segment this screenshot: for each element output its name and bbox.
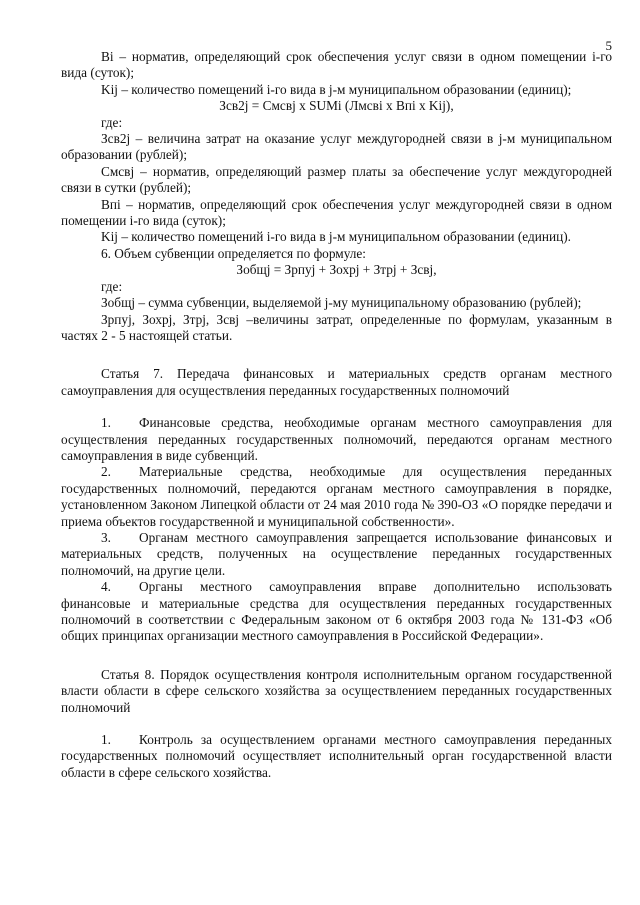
definition-vpi: Впi – норматив, определяющий срок обеспечения услуг междугородней связи в одном помещении i-го вида (суток); <box>61 196 612 229</box>
article-8-item: 1. Контроль за осуществлением органами местного самоуправления переданных государственных полномочий осуществляет исполнительный орган государственной власти области в сфере сельского хозяйства. <box>61 732 612 780</box>
article-7-item: 4. Органы местного самоуправления вправе дополнительно использовать финансовые и материальные средства для осуществления переданных государственных полномочий в соответствии с Федеральным законом от 6 октября 2003 года № 131-ФЗ «Об общих принципах организации местного самоуправления в Российской Федерации». <box>61 579 612 644</box>
article-7-items <box>61 415 612 645</box>
article-7-item: 3. Органам местного самоуправления запрещается использование финансовых и материальных средств, полученных на осуществление переданных государственных полномочий, на другие цели. <box>61 529 612 578</box>
item-6: 6. Объем субвенции определяется по формуле: <box>101 245 366 261</box>
formula-zsv2j: Зсв2j = Смсвj x SUMi (Лмсвi x Впi x Kij), <box>219 98 454 114</box>
article-8-items <box>61 732 612 781</box>
article-7-item: 1. Финансовые средства, необходимые органам местного самоуправления для осуществления переданных государственных полномочий, передаются органам местного самоуправления в виде субвенций. <box>61 415 612 463</box>
article-7-heading: Статья 7. Передача финансовых и материальных средств органам местного самоуправления для осуществления переданных государственных полномочий <box>61 366 612 398</box>
article-7-item: 2. Материальные средства, необходимые для осуществления переданных государственных полномочий, передаются органам местного самоуправления в порядке, установленном Законом Липецкой области от 24 мая 2010 года № 390-ОЗ «О порядке передачи и приема объектов государственной и муниципальной собственности». <box>61 464 612 529</box>
definition-zsv2j: Зсв2j – величина затрат на оказание услуг междугородней связи в j-м муниципальном образовании (рублей); <box>61 131 612 163</box>
where-label: где: <box>101 114 123 130</box>
definition-kij-2: Kij – количество помещений i-го вида в j-м муниципальном образовании (единиц). <box>101 229 572 245</box>
article-8-heading: Статья 8. Порядок осуществления контроля исполнительным органом государственной власти области в сфере сельского хозяйства за осуществлением переданных государственных полномочий <box>61 666 612 715</box>
definition-smsvj: Смсвj – норматив, определяющий размер платы за обеспечение услуг междугородней связи в сутки (рублей); <box>61 163 612 196</box>
formula-section <box>61 49 612 344</box>
page-number: 5 <box>605 38 612 53</box>
definition-bi: Bi – норматив, определяющий срок обеспечения услуг связи в одном помещении i-го вида (суток); <box>61 49 612 81</box>
definition-kij: Kij – количество помещений i-го вида в j-м муниципальном образовании (единиц); <box>101 81 572 97</box>
where-label-2: где: <box>101 278 123 294</box>
definition-zobshj: Зобщj – сумма субвенции, выделяемой j-му муниципальному образованию (рублей); <box>101 295 582 311</box>
definition-components: Зрпуj, Зохрj, Зтрj, Зсвj –величины затрат, определенные по формулам, указанным в частях 2 - 5 настоящей статьи. <box>61 311 612 343</box>
formula-zobshj: Зобщj = Зрпуj + Зохрj + Зтрj + Зсвj, <box>236 262 437 278</box>
